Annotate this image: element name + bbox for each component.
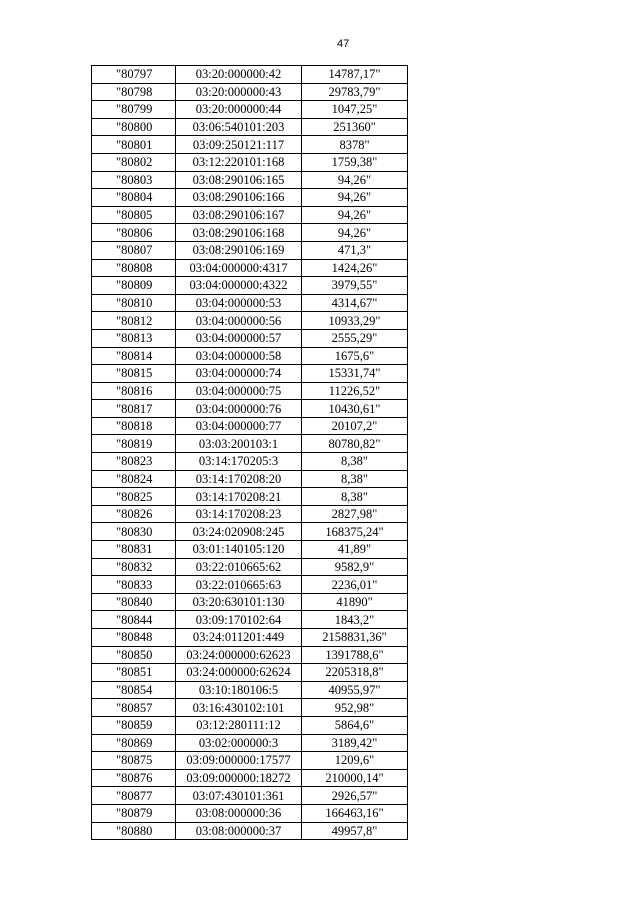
cadastral-number-cell: 03:04:000000:57 [176, 329, 302, 347]
record-number-cell: "80848 [92, 629, 176, 647]
cadastral-number-cell: 03:07:430101:361 [176, 787, 302, 805]
cadastral-number-cell: 03:04:000000:4322 [176, 277, 302, 295]
value-cell: 9582,9" [302, 558, 408, 576]
table-row [92, 470, 408, 488]
table-row [92, 171, 408, 189]
table-row [92, 787, 408, 805]
cadastral-number-cell: 03:04:000000:76 [176, 400, 302, 418]
table-row [92, 83, 408, 101]
value-cell: 15331,74" [302, 365, 408, 383]
cadastral-number-cell: 03:04:000000:75 [176, 382, 302, 400]
table-row [92, 505, 408, 523]
cadastral-number-cell: 03:12:220101:168 [176, 153, 302, 171]
value-cell: 1759,38" [302, 153, 408, 171]
cadastral-number-cell: 03:20:000000:44 [176, 101, 302, 119]
record-number-cell: "80817 [92, 400, 176, 418]
value-cell: 2205318,8" [302, 664, 408, 682]
value-cell: 210000,14" [302, 769, 408, 787]
value-cell: 29783,79" [302, 83, 408, 101]
record-number-cell: "80830 [92, 523, 176, 541]
table-row [92, 541, 408, 559]
table-row [92, 347, 408, 365]
cadastral-number-cell: 03:16:430102:101 [176, 699, 302, 717]
table-row [92, 365, 408, 383]
cadastral-number-cell: 03:22:010665:63 [176, 576, 302, 594]
table-row [92, 101, 408, 119]
value-cell: 5864,6" [302, 716, 408, 734]
value-cell: 3979,55" [302, 277, 408, 295]
table-row [92, 488, 408, 506]
data-table [91, 65, 408, 840]
record-number-cell: "80819 [92, 435, 176, 453]
table-row [92, 558, 408, 576]
record-number-cell: "80880 [92, 822, 176, 840]
record-number-cell: "80850 [92, 646, 176, 664]
record-number-cell: "80800 [92, 118, 176, 136]
value-cell: 20107,2" [302, 417, 408, 435]
record-number-cell: "80832 [92, 558, 176, 576]
value-cell: 10430,61" [302, 400, 408, 418]
value-cell: 40955,97" [302, 681, 408, 699]
record-number-cell: "80816 [92, 382, 176, 400]
cadastral-number-cell: 03:24:000000:62623 [176, 646, 302, 664]
record-number-cell: "80844 [92, 611, 176, 629]
table-row [92, 453, 408, 471]
table-row [92, 312, 408, 330]
table-row [92, 611, 408, 629]
record-number-cell: "80826 [92, 505, 176, 523]
cadastral-number-cell: 03:04:000000:74 [176, 365, 302, 383]
table-row [92, 241, 408, 259]
value-cell: 1675,6" [302, 347, 408, 365]
record-number-cell: "80825 [92, 488, 176, 506]
record-number-cell: "80809 [92, 277, 176, 295]
record-number-cell: "80813 [92, 329, 176, 347]
record-number-cell: "80879 [92, 804, 176, 822]
value-cell: 1391788,6" [302, 646, 408, 664]
value-cell: 10933,29" [302, 312, 408, 330]
value-cell: 8,38" [302, 453, 408, 471]
table-row [92, 400, 408, 418]
cadastral-number-cell: 03:08:290106:165 [176, 171, 302, 189]
cadastral-number-cell: 03:14:170208:23 [176, 505, 302, 523]
record-number-cell: "80833 [92, 576, 176, 594]
table-row [92, 259, 408, 277]
cadastral-number-cell: 03:24:000000:62624 [176, 664, 302, 682]
cadastral-number-cell: 03:14:170208:20 [176, 470, 302, 488]
table-row [92, 136, 408, 154]
table-row [92, 329, 408, 347]
cadastral-number-cell: 03:14:170205:3 [176, 453, 302, 471]
record-number-cell: "80808 [92, 259, 176, 277]
record-number-cell: "80875 [92, 752, 176, 770]
value-cell: 2236,01" [302, 576, 408, 594]
value-cell: 471,3" [302, 241, 408, 259]
value-cell: 1209,6" [302, 752, 408, 770]
record-number-cell: "80815 [92, 365, 176, 383]
record-number-cell: "80807 [92, 241, 176, 259]
record-number-cell: "80802 [92, 153, 176, 171]
cadastral-number-cell: 03:08:290106:168 [176, 224, 302, 242]
record-number-cell: "80851 [92, 664, 176, 682]
table-row [92, 664, 408, 682]
cadastral-number-cell: 03:04:000000:58 [176, 347, 302, 365]
table-row [92, 646, 408, 664]
table-row [92, 716, 408, 734]
table-row [92, 118, 408, 136]
table-row [92, 523, 408, 541]
cadastral-number-cell: 03:24:020908:245 [176, 523, 302, 541]
cadastral-number-cell: 03:09:000000:18272 [176, 769, 302, 787]
record-number-cell: "80876 [92, 769, 176, 787]
cadastral-number-cell: 03:03:200103:1 [176, 435, 302, 453]
cadastral-number-cell: 03:08:000000:37 [176, 822, 302, 840]
table-row [92, 804, 408, 822]
record-number-cell: "80812 [92, 312, 176, 330]
record-number-cell: "80818 [92, 417, 176, 435]
table-row [92, 153, 408, 171]
record-number-cell: "80840 [92, 593, 176, 611]
table-row [92, 699, 408, 717]
record-number-cell: "80854 [92, 681, 176, 699]
value-cell: 14787,17" [302, 66, 408, 84]
table-row [92, 435, 408, 453]
cadastral-number-cell: 03:06:540101:203 [176, 118, 302, 136]
value-cell: 2158831,36" [302, 629, 408, 647]
table-row [92, 769, 408, 787]
record-number-cell: "80869 [92, 734, 176, 752]
table-row [92, 734, 408, 752]
table-body [92, 66, 408, 840]
table-row [92, 206, 408, 224]
table-row [92, 277, 408, 295]
table-row [92, 822, 408, 840]
cadastral-number-cell: 03:20:000000:42 [176, 66, 302, 84]
cadastral-number-cell: 03:04:000000:56 [176, 312, 302, 330]
value-cell: 1424,26" [302, 259, 408, 277]
value-cell: 2555,29" [302, 329, 408, 347]
record-number-cell: "80824 [92, 470, 176, 488]
record-number-cell: "80857 [92, 699, 176, 717]
record-number-cell: "80814 [92, 347, 176, 365]
record-number-cell: "80797 [92, 66, 176, 84]
record-number-cell: "80859 [92, 716, 176, 734]
value-cell: 2926,57" [302, 787, 408, 805]
cadastral-number-cell: 03:01:140105:120 [176, 541, 302, 559]
cadastral-number-cell: 03:09:000000:17577 [176, 752, 302, 770]
value-cell: 80780,82" [302, 435, 408, 453]
cadastral-number-cell: 03:08:000000:36 [176, 804, 302, 822]
table-row [92, 189, 408, 207]
table-row [92, 382, 408, 400]
value-cell: 94,26" [302, 224, 408, 242]
table-row [92, 752, 408, 770]
value-cell: 11226,52" [302, 382, 408, 400]
record-number-cell: "80823 [92, 453, 176, 471]
record-number-cell: "80804 [92, 189, 176, 207]
cadastral-number-cell: 03:02:000000:3 [176, 734, 302, 752]
table-row [92, 294, 408, 312]
cadastral-number-cell: 03:20:000000:43 [176, 83, 302, 101]
value-cell: 8378" [302, 136, 408, 154]
value-cell: 2827,98" [302, 505, 408, 523]
record-number-cell: "80805 [92, 206, 176, 224]
table-row [92, 417, 408, 435]
value-cell: 8,38" [302, 488, 408, 506]
record-number-cell: "80831 [92, 541, 176, 559]
cadastral-number-cell: 03:04:000000:53 [176, 294, 302, 312]
cadastral-number-cell: 03:09:170102:64 [176, 611, 302, 629]
record-number-cell: "80877 [92, 787, 176, 805]
record-number-cell: "80801 [92, 136, 176, 154]
record-number-cell: "80799 [92, 101, 176, 119]
value-cell: 41,89" [302, 541, 408, 559]
value-cell: 94,26" [302, 189, 408, 207]
cadastral-number-cell: 03:08:290106:167 [176, 206, 302, 224]
record-number-cell: "80803 [92, 171, 176, 189]
cadastral-number-cell: 03:08:290106:169 [176, 241, 302, 259]
cadastral-number-cell: 03:08:290106:166 [176, 189, 302, 207]
value-cell: 251360" [302, 118, 408, 136]
cadastral-number-cell: 03:14:170208:21 [176, 488, 302, 506]
table-row [92, 224, 408, 242]
value-cell: 168375,24" [302, 523, 408, 541]
table-row [92, 576, 408, 594]
value-cell: 3189,42" [302, 734, 408, 752]
value-cell: 952,98" [302, 699, 408, 717]
value-cell: 41890" [302, 593, 408, 611]
cadastral-number-cell: 03:09:250121:117 [176, 136, 302, 154]
record-number-cell: "80806 [92, 224, 176, 242]
table-row [92, 593, 408, 611]
cadastral-number-cell: 03:12:280111:12 [176, 716, 302, 734]
value-cell: 1047,25" [302, 101, 408, 119]
record-number-cell: "80798 [92, 83, 176, 101]
value-cell: 1843,2" [302, 611, 408, 629]
cadastral-number-cell: 03:10:180106:5 [176, 681, 302, 699]
value-cell: 94,26" [302, 171, 408, 189]
cadastral-number-cell: 03:04:000000:4317 [176, 259, 302, 277]
cadastral-number-cell: 03:24:011201:449 [176, 629, 302, 647]
record-number-cell: "80810 [92, 294, 176, 312]
cadastral-number-cell: 03:22:010665:62 [176, 558, 302, 576]
value-cell: 166463,16" [302, 804, 408, 822]
value-cell: 94,26" [302, 206, 408, 224]
cadastral-number-cell: 03:04:000000:77 [176, 417, 302, 435]
value-cell: 8,38" [302, 470, 408, 488]
table-row [92, 629, 408, 647]
table-row [92, 681, 408, 699]
cadastral-number-cell: 03:20:630101:130 [176, 593, 302, 611]
table-row [92, 66, 408, 84]
page-number: 47 [337, 38, 350, 50]
value-cell: 4314,67" [302, 294, 408, 312]
value-cell: 49957,8" [302, 822, 408, 840]
